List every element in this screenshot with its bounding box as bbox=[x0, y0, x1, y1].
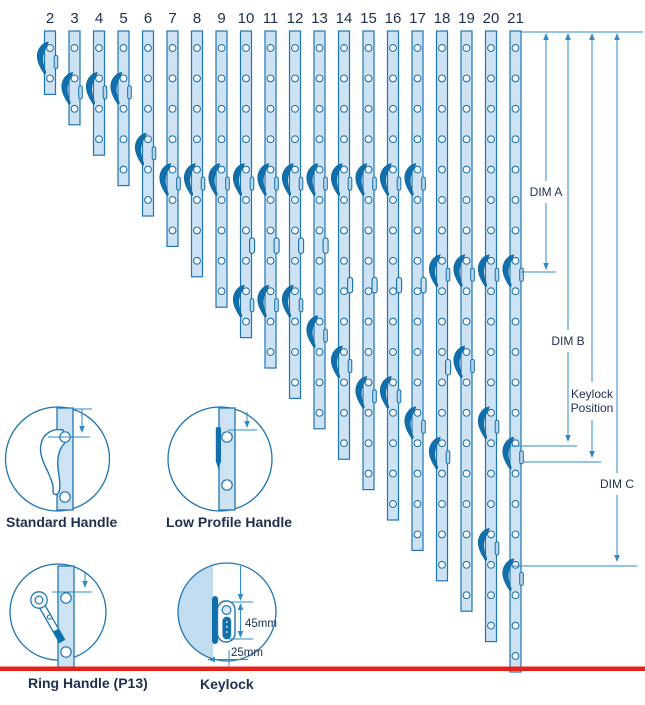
low-profile-handle-label: Low Profile Handle bbox=[166, 514, 293, 530]
svg-text:2: 2 bbox=[45, 10, 55, 27]
svg-text:DIM B: DIM B bbox=[551, 334, 585, 348]
rod-21 bbox=[503, 10, 524, 672]
svg-text:17: 17 bbox=[409, 10, 426, 27]
ring-handle-detail bbox=[10, 564, 106, 668]
handle-tab-icon bbox=[152, 147, 156, 160]
svg-text:21: 21 bbox=[507, 10, 524, 27]
handle-tab-icon bbox=[520, 451, 524, 464]
handle-tab-icon bbox=[275, 299, 279, 312]
keylock-detail bbox=[178, 563, 277, 666]
rod-16 bbox=[380, 10, 401, 520]
svg-text:9: 9 bbox=[217, 10, 226, 27]
handle-tab-icon bbox=[250, 177, 254, 190]
svg-text:19: 19 bbox=[458, 10, 475, 27]
rod-20 bbox=[478, 10, 499, 642]
handle-tab-icon bbox=[54, 56, 58, 69]
rod-4 bbox=[86, 10, 107, 155]
keylock-icon bbox=[299, 238, 304, 254]
red-divider-line bbox=[0, 667, 645, 672]
ring-handle-label: Ring Handle (P13) bbox=[28, 675, 148, 691]
svg-text:DIM A: DIM A bbox=[529, 185, 563, 199]
rod-14 bbox=[331, 10, 352, 459]
svg-text:4: 4 bbox=[94, 10, 104, 27]
rod-10 bbox=[233, 10, 254, 338]
handle-tab-icon bbox=[373, 390, 377, 403]
svg-text:8: 8 bbox=[192, 10, 202, 27]
svg-text:20: 20 bbox=[482, 10, 500, 27]
rod-13 bbox=[307, 10, 328, 429]
handle-tab-icon bbox=[128, 86, 132, 99]
handle-tab-icon bbox=[348, 177, 352, 190]
handle-tab-icon bbox=[250, 299, 254, 312]
keylock-25mm-label: 25mm bbox=[231, 647, 263, 659]
rod-12 bbox=[282, 10, 303, 398]
handle-tab-icon bbox=[446, 451, 450, 464]
svg-text:16: 16 bbox=[384, 10, 402, 27]
rod-6 bbox=[135, 10, 156, 216]
keylock-icon bbox=[372, 277, 377, 293]
rod-19 bbox=[454, 10, 475, 611]
standard-handle-detail bbox=[6, 407, 110, 511]
svg-text:15: 15 bbox=[360, 10, 377, 27]
handle-tab-icon bbox=[422, 420, 426, 433]
handle-tab-icon bbox=[520, 572, 524, 585]
handle-tab-icon bbox=[495, 542, 499, 555]
svg-text:14: 14 bbox=[335, 10, 353, 27]
handle-tab-icon bbox=[226, 177, 230, 190]
handle-tab-icon bbox=[495, 420, 499, 433]
rod-5 bbox=[111, 10, 132, 186]
svg-text:18: 18 bbox=[433, 10, 451, 27]
rod-9 bbox=[209, 10, 230, 307]
handle-tab-icon bbox=[103, 86, 107, 99]
keylock-45mm-label: 45mm bbox=[245, 618, 277, 630]
standard-handle-label: Standard Handle bbox=[6, 514, 118, 530]
svg-text:3: 3 bbox=[70, 10, 79, 27]
handle-tab-icon bbox=[201, 177, 205, 190]
svg-text:DIM C: DIM C bbox=[600, 477, 634, 491]
svg-text:7: 7 bbox=[168, 10, 177, 27]
keylock-icon bbox=[323, 238, 328, 254]
rod-3 bbox=[62, 10, 83, 125]
handle-tab-icon bbox=[397, 177, 401, 190]
handle-tab-icon bbox=[177, 177, 181, 190]
handle-tab-icon bbox=[324, 177, 328, 190]
svg-text:5: 5 bbox=[119, 10, 128, 27]
svg-text:6: 6 bbox=[143, 10, 153, 27]
keylock-icon bbox=[446, 360, 451, 376]
svg-text:12: 12 bbox=[286, 10, 304, 27]
keylock-label: Keylock bbox=[200, 676, 254, 692]
dimension-lines bbox=[510, 32, 643, 566]
svg-text:13: 13 bbox=[311, 10, 328, 27]
rod-18 bbox=[429, 10, 450, 581]
svg-text:10: 10 bbox=[237, 10, 255, 27]
keylock-icon bbox=[421, 277, 426, 293]
handle-tab-icon bbox=[275, 177, 279, 190]
rod-7 bbox=[160, 10, 181, 246]
handle-tab-icon bbox=[422, 177, 426, 190]
svg-text:11: 11 bbox=[262, 10, 279, 27]
rod-15 bbox=[356, 10, 377, 490]
keylock-icon bbox=[397, 277, 402, 293]
rod-2 bbox=[37, 10, 58, 94]
handle-tab-icon bbox=[471, 360, 475, 373]
low-profile-handle-detail bbox=[168, 407, 272, 511]
handle-tab-icon bbox=[520, 268, 524, 281]
rod-17 bbox=[405, 10, 426, 550]
handle-tab-icon bbox=[299, 299, 303, 312]
keylock-icon bbox=[348, 277, 353, 293]
handle-tab-icon bbox=[373, 177, 377, 190]
handle-tab-icon bbox=[446, 268, 450, 281]
low-profile-handle-icon bbox=[216, 427, 221, 463]
keylock-icon bbox=[250, 238, 255, 254]
keylock-icon bbox=[274, 238, 279, 254]
rod-11 bbox=[258, 10, 279, 368]
handle-tab-icon bbox=[397, 390, 401, 403]
rod-8 bbox=[184, 10, 205, 277]
handle-tab-icon bbox=[471, 268, 475, 281]
handle-tab-icon bbox=[79, 86, 83, 99]
keylock-position-label: Keylock Position bbox=[570, 387, 614, 415]
handle-tab-icon bbox=[348, 360, 352, 373]
handle-tab-icon bbox=[299, 177, 303, 190]
handle-tab-icon bbox=[495, 268, 499, 281]
handle-tab-icon bbox=[324, 329, 328, 342]
